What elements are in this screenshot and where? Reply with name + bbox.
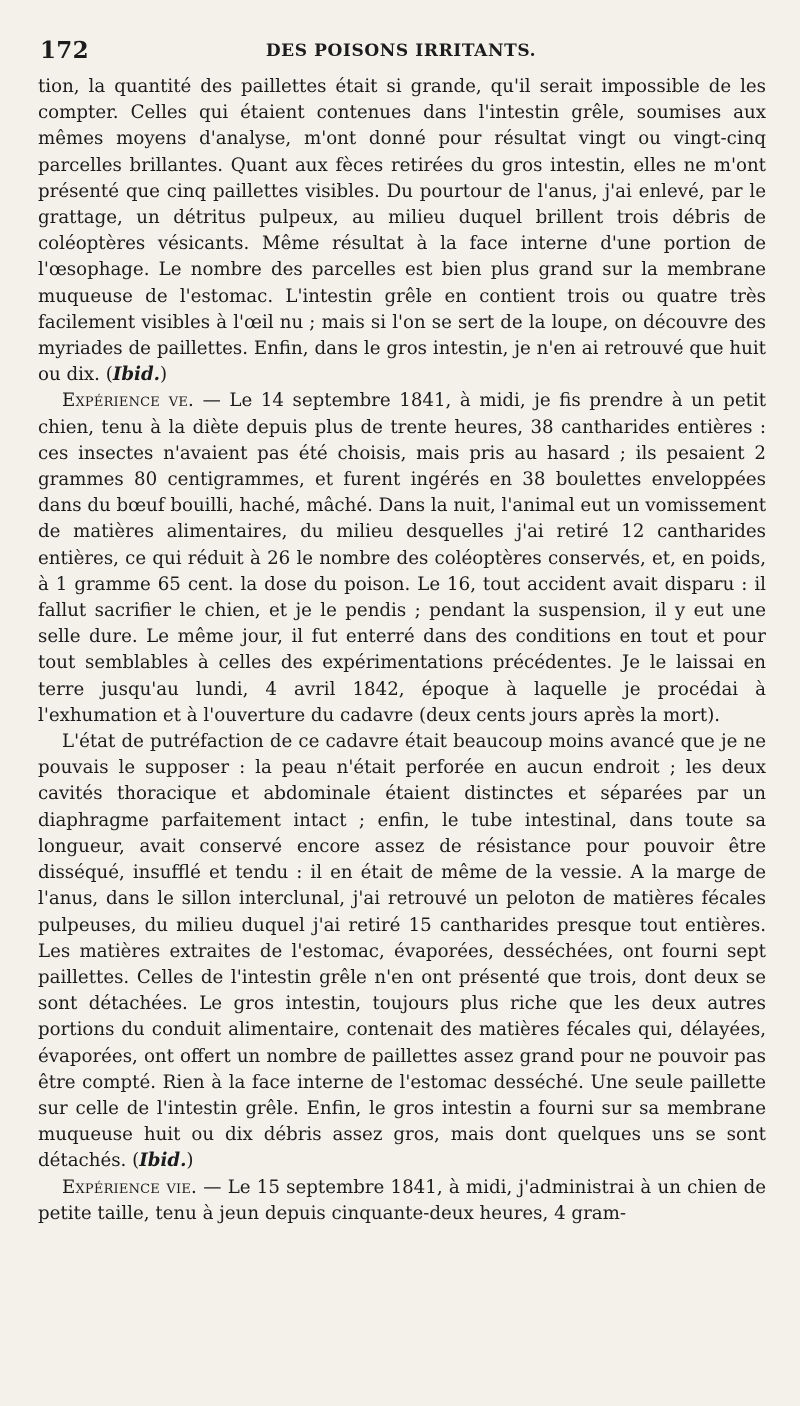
paragraph-3-citation-close: ) [186,1150,194,1172]
paragraph-3 [38,729,766,1174]
page-number: 172 [40,37,89,64]
paragraph-3-text: L'état de putréfaction de ce cadavre était beaucoup moins avancé que je ne pouvais le supposer : la peau n'était perforée en aucun endroit ; les deux cavités thoracique et abdominale étaient distinctes et séparées par un diaphragme parfaitement intact ; enfin, le tube intestinal, dans toute sa longueur, avait conservé encore assez de résistance pour pouvoir être disséqué, insufflé et tendu : il en était de même de la vessie. A la marge de l'anus, dans le sillon interclunal, j'ai retrouvé un peloton de matières fécales pulpeuses, du milieu duquel j'ai retiré 15 cantharides presque tout entières. Les matières extraites de l'estomac, évaporées, desséchées, ont fourni sept paillettes. Celles de l'intestin grêle n'en ont présenté que trois, dont deux se sont détachées. Le gros intestin, toujours plus riche que les deux autres portions du conduit alimentaire, contenait des matières fécales qui, délayées, évaporées, ont offert un nombre de paillettes assez grand pour ne pouvoir pas être compté. Rien à la face interne de l'estomac desséché. Une seule paillette sur celle de l'intestin grêle. Enfin, le gros intestin a fourni sur sa membrane muqueuse huit ou dix débris assez gros, mais dont quelques uns se sont détachés. ( [38,731,766,1172]
experiment-vi-label: Expérience vie. [62,1176,198,1198]
paragraph-1 [38,74,766,388]
paragraph-1-citation-close: ) [160,364,168,386]
paragraph-2 [38,388,766,729]
paragraph-1-citation: Ibid. [112,364,161,386]
running-head: DES POISONS IRRITANTS. [265,41,537,61]
body-text [38,74,766,1227]
paragraph-3-citation: Ibid. [139,1150,187,1172]
paragraph-1-text: tion, la quantité des paillettes était si grande, qu'il serait impossible de les compter. Celles qui étaient contenues dans l'intestin grêle, soumises aux mêmes moyens d'analyse, m'ont donné pour résultat vingt ou vingt-cinq parcelles brillantes. Quant aux fèces retirées du gros intestin, elles ne m'ont présenté que cinq paillettes visibles. Du pourtour de l'anus, j'ai enlevé, par le grattage, un détritus pulpeux, au milieu duquel brillent trois débris de coléoptères vésicants. Même résultat à la face interne d'une portion de l'œsophage. Le nombre des parcelles est bien plus grand sur la membrane muqueuse de l'estomac. L'intestin grêle en contient trois ou quatre très facilement visibles à l'œil nu ; mais si l'on se sert de la loupe, on découvre des myriades de paillettes. Enfin, dans le gros intestin, je n'en ai retrouvé que huit ou dix. ( [38,76,766,386]
paragraph-2-text: — Le 14 septembre 1841, à midi, je fis prendre à un petit chien, tenu à la diète depuis plus de trente heures, 38 cantharides entières : ces insectes n'avaient pas été choisis, mais pris au hasard ; ils pesaient 2 grammes 80 centigrammes, et furent ingérés en 38 boulettes enveloppées dans du bœuf bouilli, haché, mâché. Dans la nuit, l'animal eut un vomissement de matières alimentaires, du milieu desquelles j'ai retiré 12 cantharides entières, ce qui réduit à 26 le nombre des coléoptères conservés, et, en poids, à 1 gramme 65 cent. la dose du poison. Le 16, tout accident avait disparu : il fallut sacrifier le chien, et je le pendis ; pendant la suspension, il y eut une selle dure. Le même jour, il fut enterré dans des conditions en tout et pour tout semblables à celles des expérimentations précédentes. Je le laissai en terre jusqu'au lundi, 4 avril 1842, époque à laquelle je procédai à l'exhumation et à l'ouverture du cadavre (deux cents jours après la mort). [38,390,767,726]
paragraph-4-text: — Le 15 septembre 1841, à midi, j'administrai à un chien de petite taille, tenu à jeun depuis cinquante-deux heures, 4 gram- [38,1176,766,1224]
paragraph-4 [38,1175,766,1227]
page-header [40,36,762,70]
experiment-v-label: Expérience ve. [62,390,195,412]
